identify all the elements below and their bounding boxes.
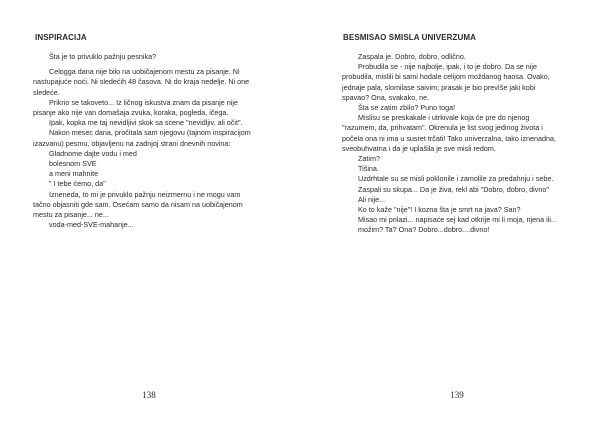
text-line: Uzdrhtale su se misli poklonile i zamolile za predahnju i sebe. [358,174,554,184]
page-number: 139 [450,390,464,400]
text-line: mestu za pisanje... ne... [33,210,109,220]
text-line: Mislisu se preskakale i utrkivale koja će pre do njenog [358,113,530,123]
text-line: " I tebe ćemo, da" [49,179,106,189]
text-line: počela ona ni ima u susret trčati! Tako univerzalna, tako iznenadna, [342,133,557,143]
chapter-title: BESMISAO SMISLA UNIVERZUMA [343,33,476,42]
text-line: nastupajuće noći. Ni sledećih 48 časova. Ni do kraja nedelje. Ni one [33,77,250,87]
text-line: sledeće. [33,87,60,97]
text-line: a meni mahnite [49,169,99,179]
text-line: Ali nije... [358,194,386,204]
text-line: pisanje ako nije van domašaja zvuka, koraka, pogleda, ičega. [33,108,229,118]
text-line: Zaspala je. Dobro, dobro, odlično. [358,52,466,61]
chapter-text [33,52,275,230]
text-line: Tišina. [358,164,379,174]
text-line: Probudila se - nije najbolje, ipak, i to je dobro. Da se nije [358,62,537,72]
text-line: jednaje pala, slomilase saivim; prasak je bio prevìše jaki kobi [342,82,536,92]
text-line: Zaspali su skupa... Da je živa, rekl abi "Dobro, dobro, divno" [358,184,549,194]
text-line: izazvanu) pesmu, objavljenu na zadnjoj strani dnevnih novina: [33,138,231,148]
text-line: Zatim? [358,154,380,164]
text-line: Nakon mesec dana, pročitala sam njegovu (tajnom inspiracijom [49,128,251,138]
text-line: "razumem, da, prihvatam". Okrenula je list svog jedinog života i [342,123,543,133]
text-line: Izneneda, to mi je privuklo pažnju neizmernu i ne mogu vam [49,189,241,199]
text-line: Prikrio se takoveto... Iz ličnog iskustva znam da pisanje nije [49,97,238,107]
text-line: Šta se zatim zbilo? Puno toga! [358,103,456,113]
text-line: Misao mi prilazi... napisaće sej kad otkrije mi li moja, njena ili... [358,215,557,225]
chapter-text [342,52,582,236]
text-line: sveobuhvatna i da je uplašila je sve misli redom. [342,143,496,153]
text-line: probudila, mislili bi sami hodale celijom moždanog haosa. Ovako, [342,72,550,82]
right-page [300,0,600,428]
text-line: Ipak, kopka me taj nevidljivi skok sa scene "nevidljiv, ali očit". [49,118,243,128]
text-line: voda-med-SVE-mahanje... [49,220,134,230]
text-line: tačno objasniti gde sam. Osećam samo da nisam na uobičajenom [33,199,243,209]
text-line: Celogga dana nije bilo na uobičajenom mestu za pisanje. Ni [49,67,240,77]
text-line: Gladnome dajte vodu i med [49,148,137,158]
text-line: Ko to kaže "nije"! I kozna šta je smrt na java? San? [358,205,521,215]
page-number: 138 [142,390,156,400]
text-line: Šta je to privuklo pažnju pesnika? [49,52,157,61]
text-line: bolesnom SVE [49,159,97,169]
text-line: možim? Ta? Ona? Dobro...dobro....divno! [358,225,490,235]
text-line: spavao? Ona, svakako, ne. [342,92,430,102]
chapter-title: INSPIRACIJA [35,33,87,42]
